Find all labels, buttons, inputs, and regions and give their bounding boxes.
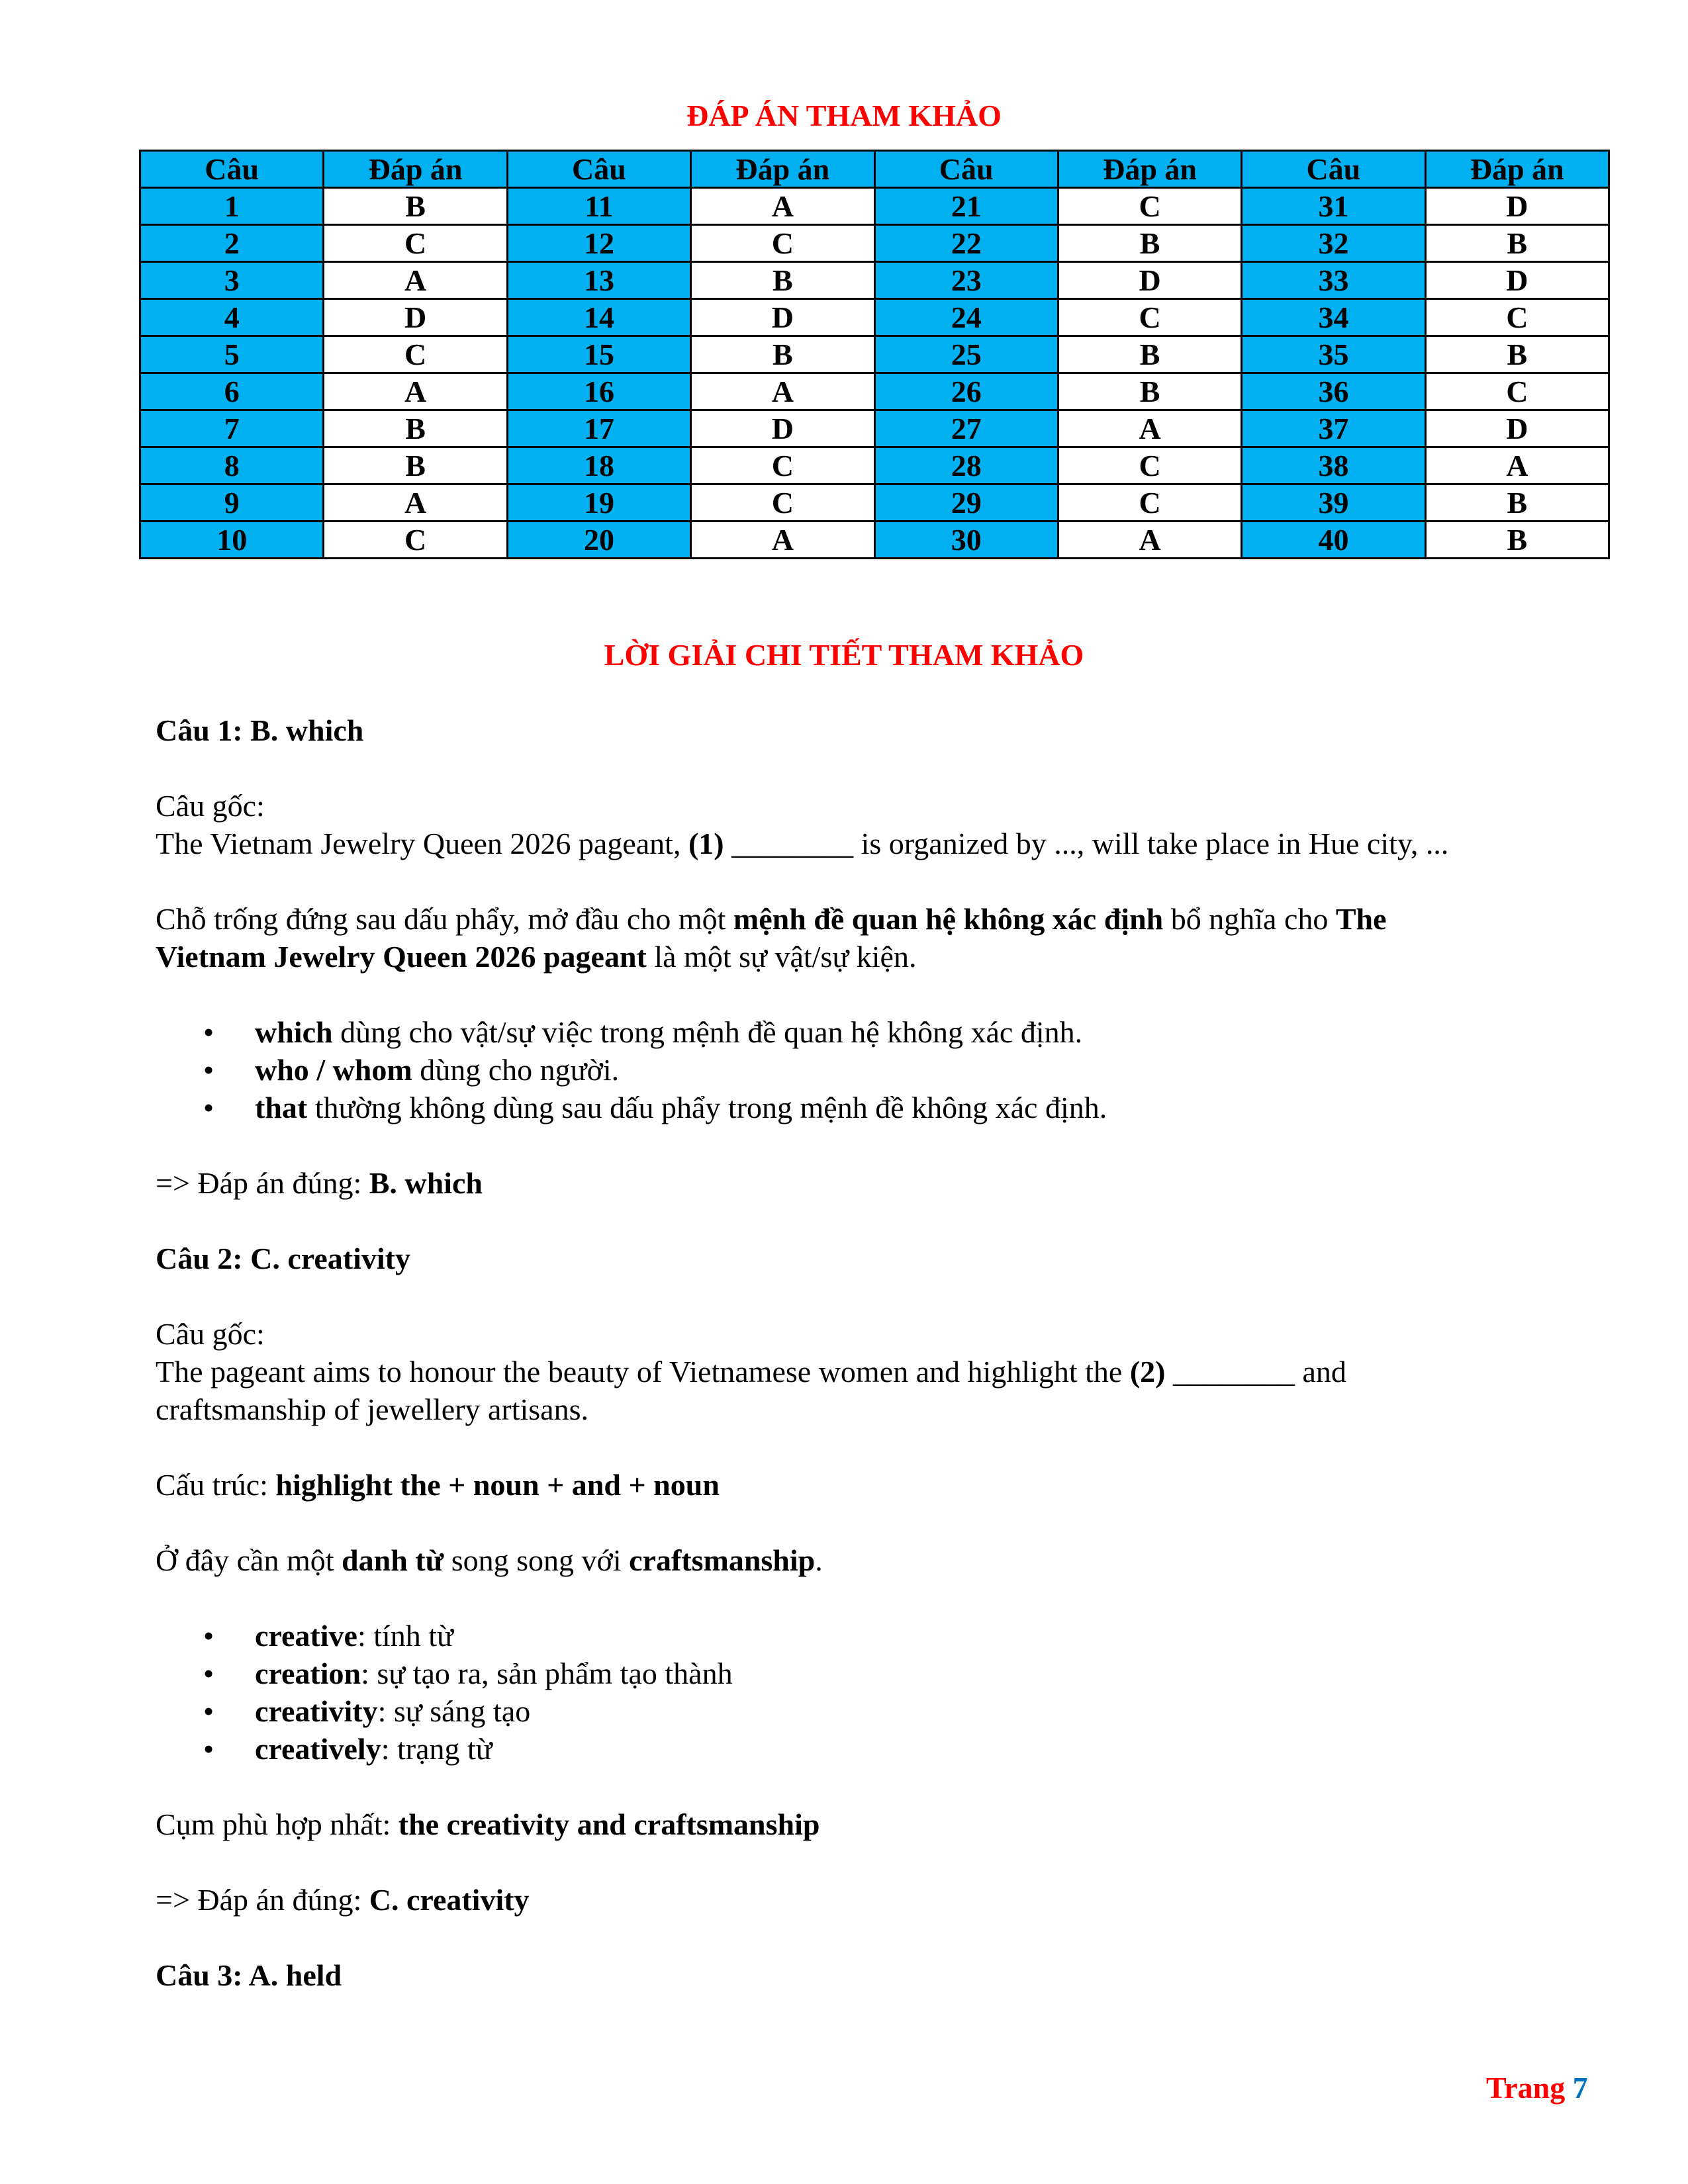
list-item: • creatively: trạng từ	[255, 1730, 1479, 1768]
table-row	[140, 484, 1609, 522]
question-number-cell: 25	[874, 336, 1058, 373]
question-number-cell: 27	[874, 410, 1058, 447]
q1-explanation: Chỗ trống đứng sau dấu phẩy, mở đầu cho một mệnh đề quan hệ không xác định bổ nghĩa cho The Vietnam Jewelry Queen 2026 pageant là một sự vật/sự kiện.	[156, 902, 1387, 974]
question-number-cell: 32	[1242, 225, 1425, 262]
question-number-cell: 14	[507, 299, 690, 336]
question-number-cell: 15	[507, 336, 690, 373]
question-number-cell: 21	[874, 188, 1058, 225]
question-number-cell: 36	[1242, 373, 1425, 410]
q1-original-label: Câu gốc:	[156, 789, 265, 823]
answer-cell: B	[324, 188, 507, 225]
answer-cell: A	[691, 188, 874, 225]
question-number-cell: 20	[507, 522, 690, 559]
header-cell: Đáp án	[1058, 151, 1241, 188]
question-2-heading: Câu 2: C. creativity	[156, 1242, 410, 1275]
question-number-cell: 9	[140, 484, 324, 522]
table-row	[140, 262, 1609, 299]
question-number-cell: 39	[1242, 484, 1425, 522]
answer-cell: A	[324, 484, 507, 522]
list-item: • that thường không dùng sau dấu phẩy trong mệnh đề không xác định.	[255, 1089, 1479, 1126]
question-number-cell: 5	[140, 336, 324, 373]
header-cell: Câu	[1242, 151, 1425, 188]
answer-cell: B	[691, 262, 874, 299]
table-row	[140, 522, 1609, 559]
question-number-cell: 26	[874, 373, 1058, 410]
question-number-cell: 1	[140, 188, 324, 225]
q2-answer: => Đáp án đúng: C. creativity	[156, 1883, 530, 1917]
answer-cell: C	[324, 225, 507, 262]
question-number-cell: 37	[1242, 410, 1425, 447]
question-number-cell: 38	[1242, 447, 1425, 484]
header-cell: Câu	[874, 151, 1058, 188]
question-number-cell: 17	[507, 410, 690, 447]
answer-cell: D	[691, 299, 874, 336]
q1-answer: => Đáp án đúng: B. which	[156, 1166, 483, 1200]
question-number-cell: 30	[874, 522, 1058, 559]
header-cell: Đáp án	[691, 151, 874, 188]
answer-cell: C	[691, 484, 874, 522]
question-number-cell: 16	[507, 373, 690, 410]
table-row	[140, 188, 1609, 225]
answer-cell: C	[324, 522, 507, 559]
answer-cell: B	[1425, 225, 1609, 262]
question-number-cell: 31	[1242, 188, 1425, 225]
answer-cell: D	[324, 299, 507, 336]
question-number-cell: 10	[140, 522, 324, 559]
question-number-cell: 35	[1242, 336, 1425, 373]
question-number-cell: 7	[140, 410, 324, 447]
answer-cell: B	[1425, 484, 1609, 522]
question-1-heading: Câu 1: B. which	[156, 713, 364, 747]
question-number-cell: 6	[140, 373, 324, 410]
q2-original-label: Câu gốc:	[156, 1317, 265, 1351]
solutions-title: LỜI GIẢI CHI TIẾT THAM KHẢO	[604, 638, 1084, 672]
header-cell: Đáp án	[1425, 151, 1609, 188]
question-number-cell: 2	[140, 225, 324, 262]
answer-cell: B	[1058, 373, 1241, 410]
header-cell: Câu	[140, 151, 324, 188]
answer-cell: B	[1058, 336, 1241, 373]
question-number-cell: 24	[874, 299, 1058, 336]
answer-cell: A	[691, 522, 874, 559]
answer-cell: A	[1425, 447, 1609, 484]
answer-cell: D	[1058, 262, 1241, 299]
question-number-cell: 29	[874, 484, 1058, 522]
answer-cell: D	[1425, 188, 1609, 225]
table-row	[140, 447, 1609, 484]
question-number-cell: 22	[874, 225, 1058, 262]
question-number-cell: 13	[507, 262, 690, 299]
list-item: • creation: sự tạo ra, sản phẩm tạo thành	[255, 1655, 1479, 1692]
question-number-cell: 8	[140, 447, 324, 484]
q1-original-sentence: The Vietnam Jewelry Queen 2026 pageant, (1) ________ is organized by ..., will take place in Hue city, ...	[156, 827, 1449, 860]
answer-cell: A	[691, 373, 874, 410]
answer-cell: C	[1425, 373, 1609, 410]
table-row	[140, 373, 1609, 410]
answer-cell: D	[1425, 262, 1609, 299]
answer-cell: B	[1425, 336, 1609, 373]
q1-options-list	[156, 1013, 1479, 1126]
answer-cell: B	[1425, 522, 1609, 559]
table-row	[140, 336, 1609, 373]
answer-cell: C	[1425, 299, 1609, 336]
list-item: • who / whom dùng cho người.	[255, 1051, 1479, 1089]
q2-structure: Cấu trúc: highlight the + noun + and + noun	[156, 1468, 720, 1502]
question-number-cell: 34	[1242, 299, 1425, 336]
answer-cell: A	[324, 373, 507, 410]
list-item: • creative: tính từ	[255, 1617, 1479, 1655]
answer-cell: C	[1058, 188, 1241, 225]
table-header-row	[140, 151, 1609, 188]
list-item: • creativity: sự sáng tạo	[255, 1692, 1479, 1730]
answer-cell: B	[691, 336, 874, 373]
answer-key-table	[139, 150, 1610, 559]
answer-cell: A	[1058, 410, 1241, 447]
question-number-cell: 12	[507, 225, 690, 262]
question-number-cell: 11	[507, 188, 690, 225]
q2-original-sentence: The pageant aims to honour the beauty of Vietnamese women and highlight the (2) ________ and craftsmanship of jewellery artisans.	[156, 1355, 1346, 1426]
answer-cell: D	[691, 410, 874, 447]
header-cell: Câu	[507, 151, 690, 188]
answer-cell: A	[1058, 522, 1241, 559]
list-item: • which dùng cho vật/sự việc trong mệnh đề quan hệ không xác định.	[255, 1013, 1479, 1051]
header-cell: Đáp án	[324, 151, 507, 188]
table-row	[140, 225, 1609, 262]
question-number-cell: 40	[1242, 522, 1425, 559]
answer-cell: C	[1058, 299, 1241, 336]
answer-cell: C	[691, 225, 874, 262]
answer-cell: B	[1058, 225, 1241, 262]
solutions-body	[156, 711, 1479, 1994]
q2-best-fit: Cụm phù hợp nhất: the creativity and craftsmanship	[156, 1807, 820, 1841]
question-number-cell: 33	[1242, 262, 1425, 299]
question-number-cell: 4	[140, 299, 324, 336]
question-number-cell: 18	[507, 447, 690, 484]
q2-need: Ở đây cần một danh từ song song với craftsmanship.	[156, 1543, 823, 1577]
answer-cell: B	[324, 447, 507, 484]
question-number-cell: 19	[507, 484, 690, 522]
question-3-heading: Câu 3: A. held	[156, 1958, 342, 1992]
q2-options-list	[156, 1617, 1479, 1768]
answer-cell: D	[1425, 410, 1609, 447]
answer-key-title: ĐÁP ÁN THAM KHẢO	[686, 99, 1002, 132]
table-row	[140, 410, 1609, 447]
answer-cell: C	[691, 447, 874, 484]
answer-cell: A	[324, 262, 507, 299]
answer-cell: B	[324, 410, 507, 447]
question-number-cell: 3	[140, 262, 324, 299]
question-number-cell: 23	[874, 262, 1058, 299]
page-number: Trang 7	[1486, 2071, 1588, 2105]
table-row	[140, 299, 1609, 336]
answer-cell: C	[324, 336, 507, 373]
answer-cell: C	[1058, 447, 1241, 484]
question-number-cell: 28	[874, 447, 1058, 484]
answer-cell: C	[1058, 484, 1241, 522]
